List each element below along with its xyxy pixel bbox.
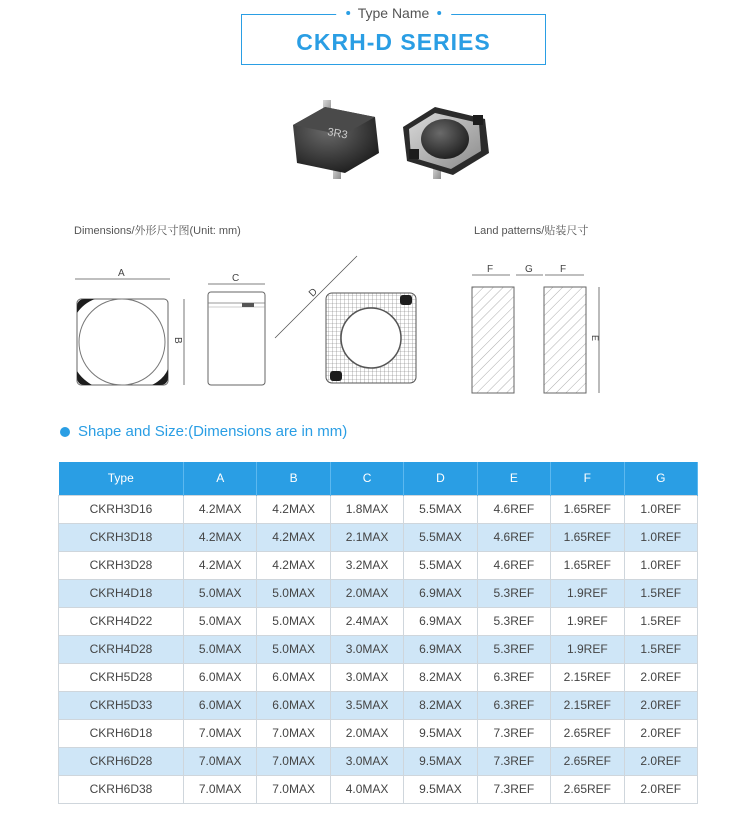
cell-g: 2.0REF [624,719,697,747]
table-row [59,719,698,747]
cell-f: 1.9REF [551,635,624,663]
cell-g: 1.5REF [624,579,697,607]
cell-f: 1.65REF [551,551,624,579]
cell-a: 6.0MAX [184,691,257,719]
cell-g: 1.5REF [624,635,697,663]
cell-type: CKRH3D28 [59,551,184,579]
header-f: F [551,462,624,495]
cell-b: 4.2MAX [257,551,330,579]
cell-f: 2.65REF [551,747,624,775]
cell-g: 2.0REF [624,663,697,691]
cell-b: 5.0MAX [257,607,330,635]
bullet-icon [60,427,70,437]
cell-f: 1.9REF [551,607,624,635]
type-name-text: Type Name [357,5,430,21]
dim-c-label: C [232,273,240,284]
dim-e-label: E [590,335,600,342]
cell-a: 6.0MAX [184,663,257,691]
spec-table [58,462,698,804]
table-row [59,635,698,663]
dot-icon [346,11,350,15]
cell-a: 5.0MAX [184,635,257,663]
dim-f-right-label: F [560,264,567,275]
photo-marking: 3R3 [326,126,349,142]
cell-b: 6.0MAX [257,691,330,719]
table-row [59,691,698,719]
header-d: D [404,462,477,495]
dimensions-label: Dimensions/外形尺寸图(Unit: mm) [74,225,241,237]
table-row [59,495,698,523]
cell-type: CKRH4D18 [59,579,184,607]
cell-d: 8.2MAX [404,691,477,719]
cell-g: 2.0REF [624,775,697,803]
cell-b: 7.0MAX [257,775,330,803]
cell-b: 7.0MAX [257,747,330,775]
inductor-bottom-photo [403,107,489,179]
cell-d: 6.9MAX [404,579,477,607]
cell-g: 1.0REF [624,551,697,579]
header-c: C [330,462,403,495]
cell-c: 2.0MAX [330,719,403,747]
cell-d: 9.5MAX [404,719,477,747]
product-photos [285,95,505,185]
dot-icon [437,11,441,15]
land-pattern-drawing [472,264,600,393]
table-row [59,775,698,803]
top-view-drawing [75,268,184,385]
cell-g: 2.0REF [624,691,697,719]
cell-e: 6.3REF [477,663,550,691]
dim-b-label: B [172,337,183,344]
side-view-drawing [208,273,265,385]
cell-e: 5.3REF [477,579,550,607]
cell-b: 4.2MAX [257,495,330,523]
page-title: CKRH-D SERIES [296,29,491,55]
cell-a: 7.0MAX [184,747,257,775]
cell-c: 3.2MAX [330,551,403,579]
cell-type: CKRH3D16 [59,495,184,523]
cell-f: 1.65REF [551,523,624,551]
header-b: B [257,462,330,495]
cell-c: 3.5MAX [330,691,403,719]
dimension-drawings [60,255,620,405]
cell-d: 6.9MAX [404,635,477,663]
cell-type: CKRH6D18 [59,719,184,747]
shape-size-title: Shape and Size:(Dimensions are in mm) [78,423,348,440]
table-row [59,523,698,551]
type-name-label [336,5,452,21]
cell-type: CKRH4D28 [59,635,184,663]
cell-f: 2.15REF [551,663,624,691]
table-row [59,747,698,775]
inductor-top-photo [293,100,379,179]
cell-d: 5.5MAX [404,495,477,523]
table-row [59,551,698,579]
cell-d: 9.5MAX [404,747,477,775]
cell-e: 7.3REF [477,775,550,803]
cell-d: 9.5MAX [404,775,477,803]
cell-a: 5.0MAX [184,607,257,635]
cell-d: 6.9MAX [404,607,477,635]
table-row [59,607,698,635]
cell-f: 2.15REF [551,691,624,719]
table-header-row [59,462,698,495]
cell-c: 2.0MAX [330,579,403,607]
cell-f: 1.9REF [551,579,624,607]
cell-e: 7.3REF [477,747,550,775]
cell-a: 4.2MAX [184,551,257,579]
cell-c: 3.0MAX [330,663,403,691]
cell-type: CKRH5D28 [59,663,184,691]
cell-a: 7.0MAX [184,775,257,803]
cell-b: 5.0MAX [257,635,330,663]
cell-b: 7.0MAX [257,719,330,747]
cell-c: 1.8MAX [330,495,403,523]
cell-f: 2.65REF [551,719,624,747]
cell-a: 5.0MAX [184,579,257,607]
header-g: G [624,462,697,495]
cell-b: 5.0MAX [257,579,330,607]
cell-c: 3.0MAX [330,747,403,775]
cell-b: 6.0MAX [257,663,330,691]
table-row [59,663,698,691]
cell-a: 7.0MAX [184,719,257,747]
cell-e: 7.3REF [477,719,550,747]
cell-c: 4.0MAX [330,775,403,803]
cell-a: 4.2MAX [184,523,257,551]
table-row [59,579,698,607]
cell-d: 5.5MAX [404,551,477,579]
bottom-view-drawing [275,256,416,383]
cell-a: 4.2MAX [184,495,257,523]
series-title-box [241,5,546,65]
cell-g: 1.5REF [624,607,697,635]
cell-g: 2.0REF [624,747,697,775]
cell-c: 2.1MAX [330,523,403,551]
cell-c: 3.0MAX [330,635,403,663]
cell-type: CKRH5D33 [59,691,184,719]
cell-e: 6.3REF [477,691,550,719]
shape-size-heading [60,423,347,440]
dim-f-left-label: F [487,264,494,275]
cell-g: 1.0REF [624,495,697,523]
cell-c: 2.4MAX [330,607,403,635]
cell-e: 5.3REF [477,607,550,635]
cell-g: 1.0REF [624,523,697,551]
cell-f: 1.65REF [551,495,624,523]
cell-b: 4.2MAX [257,523,330,551]
header-type: Type [59,462,184,495]
cell-e: 4.6REF [477,495,550,523]
cell-e: 4.6REF [477,551,550,579]
cell-f: 2.65REF [551,775,624,803]
header-e: E [477,462,550,495]
cell-e: 5.3REF [477,635,550,663]
dim-g-label: G [525,264,533,275]
header-a: A [184,462,257,495]
cell-type: CKRH3D18 [59,523,184,551]
cell-type: CKRH6D28 [59,747,184,775]
cell-d: 8.2MAX [404,663,477,691]
dim-d-label: D [306,286,320,300]
cell-type: CKRH6D38 [59,775,184,803]
dim-a-label: A [118,268,125,279]
cell-e: 4.6REF [477,523,550,551]
cell-d: 5.5MAX [404,523,477,551]
land-patterns-label: Land patterns/贴装尺寸 [474,225,589,237]
cell-type: CKRH4D22 [59,607,184,635]
